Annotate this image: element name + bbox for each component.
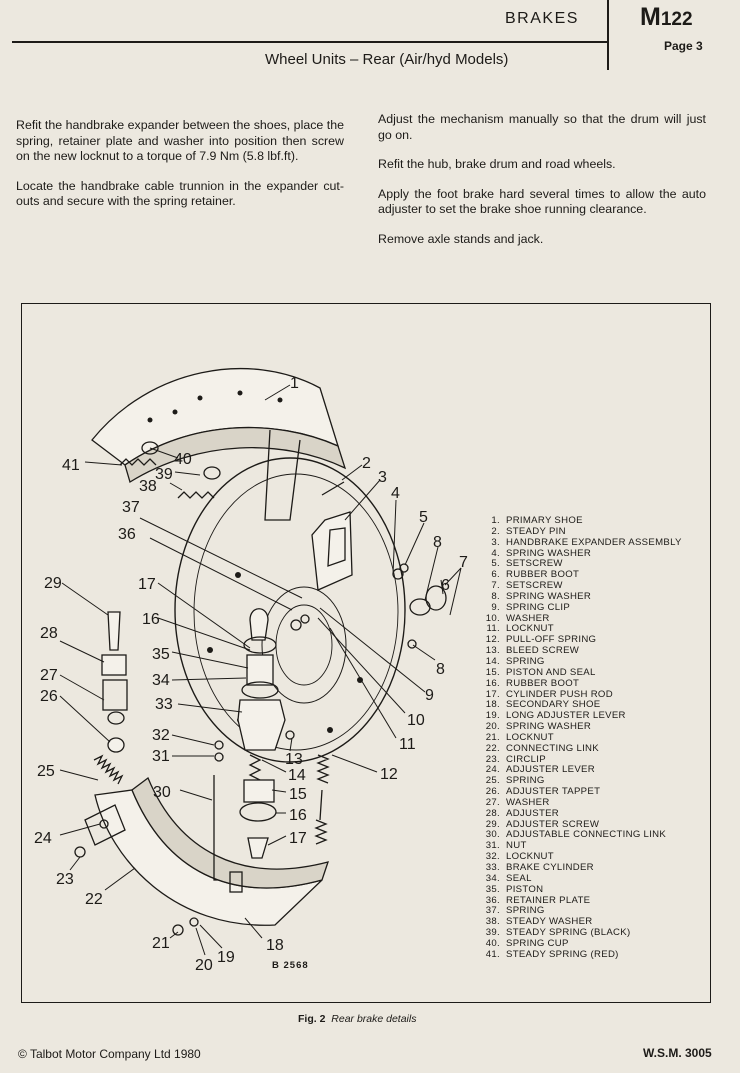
legend-item: 12. PULL-OFF SPRING [485, 634, 597, 646]
callout-23: 23 [56, 871, 74, 888]
callout-40: 40 [174, 451, 192, 468]
legend-item: 1. PRIMARY SHOE [491, 515, 583, 526]
legend-item: 21. LOCKNUT [485, 731, 554, 743]
legend-item: 5. SETSCREW [491, 558, 563, 570]
callout-22: 22 [85, 891, 103, 908]
rear-brake-exploded-diagram [22, 304, 477, 984]
legend-item: 39. STEADY SPRING (BLACK) [485, 927, 631, 939]
legend-item: 40. SPRING CUP [485, 937, 569, 949]
legend-item: 17. CYLINDER PUSH ROD [485, 688, 613, 700]
header-rule-top [12, 41, 608, 43]
paragraph: Locate the handbrake cable trunnion in the expander cut-outs and secure with the spring retainer. [16, 178, 344, 208]
legend-item: 24. ADJUSTER LEVER [485, 764, 595, 776]
callout-8: 8 [433, 534, 442, 551]
callout-16: 16 [142, 611, 160, 628]
callout-24: 24 [34, 830, 52, 847]
legend-item: 7. SETSCREW [491, 580, 563, 592]
callout-14: 14 [288, 767, 306, 784]
callout-3: 3 [378, 469, 387, 486]
callout-25: 25 [37, 763, 55, 780]
legend-item: 30. ADJUSTABLE CONNECTING LINK [485, 829, 667, 841]
left-text-column [16, 118, 344, 224]
callout-1: 1 [290, 375, 299, 392]
figure-caption [298, 1013, 416, 1025]
legend-item: 15. PISTON AND SEAL [485, 666, 596, 678]
legend-item: 41. STEADY SPRING (RED) [485, 948, 619, 960]
callout-12: 12 [380, 766, 398, 783]
callout-30: 30 [153, 784, 171, 801]
callout-38: 38 [139, 478, 157, 495]
chapter-number: 122 [660, 9, 693, 30]
callout-27: 27 [40, 667, 58, 684]
header-rule-vertical [607, 0, 609, 70]
legend-item: 29. ADJUSTER SCREW [485, 818, 600, 830]
legend-item: 26. ADJUSTER TAPPET [485, 786, 601, 798]
brake-cylinder-drawing [238, 609, 285, 858]
callout-8b: 8 [436, 661, 445, 678]
paragraph: Apply the foot brake hard several times to allow the auto adjuster to set the brake shoe running clearance. [378, 186, 706, 216]
callout-7: 7 [459, 554, 468, 571]
callout-28: 28 [40, 625, 58, 642]
handbrake-expander-drawing [312, 482, 352, 590]
legend-item: 10. WASHER [485, 612, 550, 624]
legend-item: 3. HANDBRAKE EXPANDER ASSEMBLY [491, 536, 682, 548]
callout-4: 4 [391, 485, 400, 502]
legend-item: 34. SEAL [485, 872, 532, 884]
legend-item: 9. SPRING CLIP [491, 601, 571, 613]
callout-21: 21 [152, 935, 170, 952]
legend-item: 32. LOCKNUT [485, 851, 554, 863]
legend-item: 8. SPRING WASHER [491, 590, 592, 602]
callout-26: 26 [40, 688, 58, 705]
callout-33: 33 [155, 696, 173, 713]
legend-item: 19. LONG ADJUSTER LEVER [485, 710, 626, 722]
callout-17b: 17 [289, 830, 307, 847]
legend-item: 2. STEADY PIN [491, 525, 566, 537]
callout-9: 9 [425, 687, 434, 704]
legend-item: 27. WASHER [485, 796, 550, 808]
legend-item: 31. NUT [485, 840, 527, 852]
callout-15: 15 [289, 786, 307, 803]
legend-item: 23. CIRCLIP [485, 753, 546, 765]
paragraph: Refit the hub, brake drum and road wheels. [378, 157, 616, 171]
legend-item: 33. BRAKE CYLINDER [485, 862, 594, 873]
callout-11: 11 [399, 736, 416, 753]
callout-13: 13 [285, 751, 303, 768]
paragraph: Remove axle stands and jack. [378, 231, 544, 246]
callout-18: 18 [266, 937, 284, 954]
legend-item: 38. STEADY WASHER [485, 916, 593, 928]
callout-34: 34 [152, 672, 170, 689]
chapter-code [640, 3, 693, 32]
right-text-column [378, 112, 706, 261]
callout-20: 20 [195, 957, 213, 974]
page-number: Page 3 [664, 39, 703, 53]
legend-item: 4. SPRING WASHER [491, 547, 592, 559]
copyright-notice: © Talbot Motor Company Ltd 1980 [18, 1047, 201, 1061]
legend-item: 18. SECONDARY SHOE [485, 699, 601, 711]
callout-19: 19 [217, 949, 235, 966]
page-subtitle: Wheel Units – Rear (Air/hyd Models) [265, 51, 509, 68]
legend-item: 36. RETAINER PLATE [485, 894, 591, 906]
legend-item: 22. CONNECTING LINK [485, 742, 599, 754]
backplate-drawing [175, 458, 405, 762]
callout-39: 39 [155, 466, 173, 483]
legend-item: 35. PISTON [485, 883, 544, 895]
callout-17: 17 [138, 576, 156, 593]
legend-item: 37. SPRING [485, 905, 545, 917]
legend-item: 11. LOCKNUT [486, 623, 554, 635]
document-reference: W.S.M. 3005 [643, 1046, 712, 1060]
caption-label: Fig. 2 [298, 1013, 326, 1025]
parts-legend [480, 516, 682, 961]
caption-text: Rear brake details [331, 1013, 417, 1025]
callout-31: 31 [152, 748, 170, 765]
callout-32: 32 [152, 727, 170, 744]
callout-41: 41 [62, 457, 80, 474]
callout-37: 37 [122, 499, 140, 516]
primary-shoe-drawing [92, 369, 345, 520]
callout-36: 36 [118, 526, 136, 543]
callout-10: 10 [407, 712, 425, 729]
legend-item: 28. ADJUSTER [485, 807, 560, 819]
callout-2: 2 [362, 455, 371, 472]
adjuster-drawing [94, 612, 127, 784]
legend-item: 25. SPRING [485, 775, 545, 787]
callout-6: 6 [441, 577, 450, 594]
legend-item: 6. RUBBER BOOT [491, 569, 580, 581]
pull-off-spring-drawing [316, 755, 328, 844]
callout-5: 5 [419, 509, 428, 526]
legend-item: 13. BLEED SCREW [485, 645, 580, 657]
callout-35: 35 [152, 646, 170, 663]
paragraph: Adjust the mechanism manually so that the drum will just go on. [378, 112, 706, 142]
paragraph: Refit the handbrake expander between the shoes, place the spring, retainer plate and washer into position then screw on the new locknut to a torque of 7.9 Nm (5.8 lbf.ft). [16, 118, 344, 163]
legend-item: 20. SPRING WASHER [485, 721, 592, 733]
legend-item: 16. RUBBER BOOT [485, 677, 580, 689]
chapter-letter: M [640, 3, 661, 31]
drawing-number: B 2568 [272, 960, 309, 971]
legend-item: 14. SPRING [485, 655, 545, 667]
section-title: BRAKES [505, 10, 579, 27]
callout-29: 29 [44, 575, 62, 592]
callout-16b: 16 [289, 807, 307, 824]
